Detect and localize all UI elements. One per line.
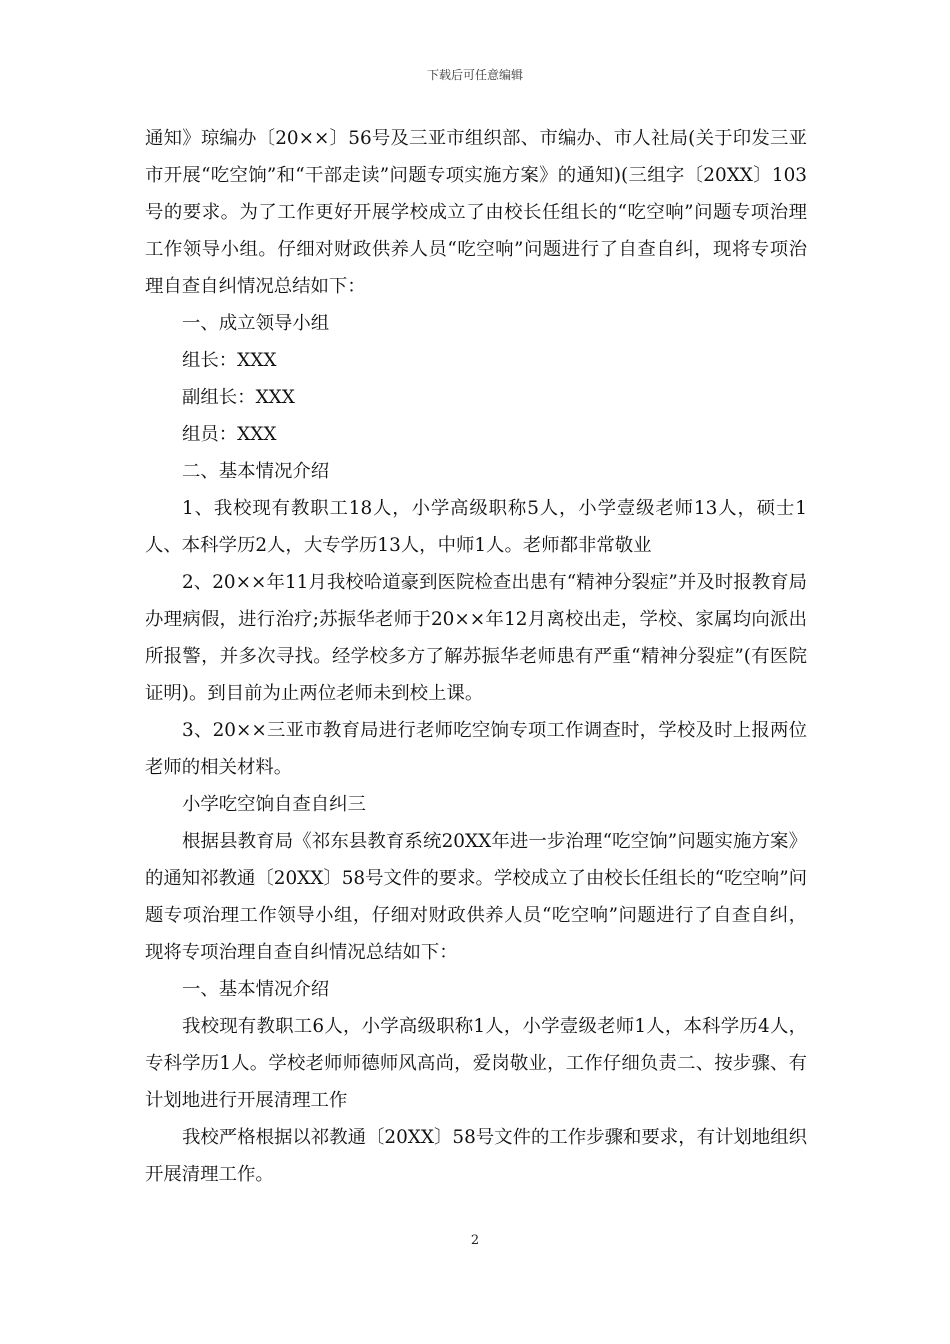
section-heading-basic-info: 二、基本情况介绍 <box>182 461 330 482</box>
group-leader-line: 组长：XXX <box>182 350 277 371</box>
paragraph-item-3: 3、20××三亚市教育局进行老师吃空饷专项工作调查时，学校及时上报两位老师的相关材料。 <box>145 720 807 778</box>
document-body <box>145 120 807 1193</box>
group-member-line: 组员：XXX <box>182 424 277 445</box>
paragraph-staff-info: 我校现有教职工6人，小学高级职称1人，小学壹级老师1人，本科学历4人，专科学历1人。学校老师师德师风高尚，爱岗敬业，工作仔细负责二、按步骤、有计划地进行开展清理工作 <box>145 1016 807 1111</box>
paragraph-item-1: 1、我校现有教职工18人，小学高级职称5人，小学壹级老师13人，硕士1人、本科学历2人，大专学历13人，中师1人。老师都非常敬业 <box>145 498 807 556</box>
section-heading-basic-info-2: 一、基本情况介绍 <box>182 979 330 1000</box>
paragraph-intro-part-three: 根据县教育局《祁东县教育系统20XX年进一步治理“吃空饷”问题实施方案》的通知祁教通〔20XX〕58号文件的要求。学校成立了由校长任组长的“吃空响”问题专项治理工作领导小组，仔细对财政供养人员“吃空响”问题进行了自查自纠，现将专项治理自查自纠情况总结如下： <box>145 831 807 963</box>
paragraph-continuation: 通知》琼编办〔20××〕56号及三亚市组织部、市编办、市人社局(关于印发三亚市开展“吃空饷”和“干部走读”问题专项实施方案》的通知)(三组字〔20XX〕103号的要求。为了工作更好开展学校成立了由校长任组长的“吃空响”问题专项治理工作领导小组。仔细对财政供养人员“吃空响”问题进行了自查自纠，现将专项治理自查自纠情况总结如下： <box>145 128 807 297</box>
section-title-part-three: 小学吃空饷自查自纠三 <box>182 794 366 815</box>
deputy-leader-line: 副组长：XXX <box>182 387 295 408</box>
section-heading-leadership-group: 一、成立领导小组 <box>182 313 330 334</box>
page-header-note: 下载后可任意编辑 <box>426 68 523 82</box>
page-number: 2 <box>470 1233 480 1248</box>
paragraph-item-2: 2、20××年11月我校哈道豪到医院检查出患有“精神分裂症”并及时报教育局办理病假，进行治疗;苏振华老师于20××年12月离校出走，学校、家属均向派出所报警，并多次寻找。经学校多方了解苏振华老师患有严重“精神分裂症”(有医院证明)。到目前为止两位老师未到校上课。 <box>145 572 807 704</box>
paragraph-clean-up-work: 我校严格根据以祁教通〔20XX〕58号文件的工作步骤和要求，有计划地组织开展清理工作。 <box>145 1127 807 1185</box>
